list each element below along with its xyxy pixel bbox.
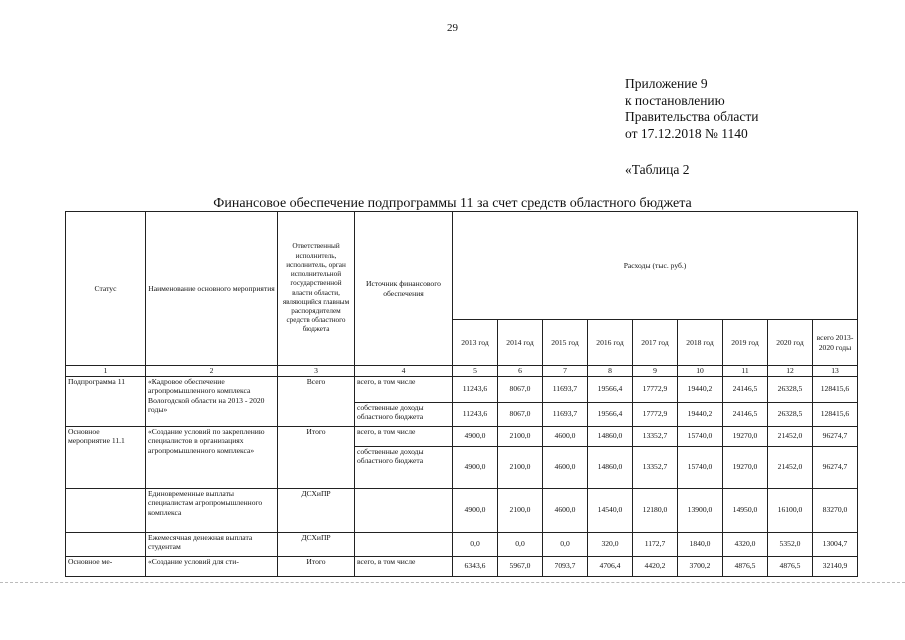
- value-cell: 4900,0: [453, 446, 498, 488]
- value-cell: 12180,0: [633, 488, 678, 532]
- table-row: [66, 426, 858, 446]
- value-cell: 3700,2: [678, 556, 723, 576]
- header-year: 2020 год: [768, 320, 813, 366]
- value-cell: 7093,7: [543, 556, 588, 576]
- value-cell: 17772,9: [633, 402, 678, 426]
- value-cell: 4706,4: [588, 556, 633, 576]
- row-status: Основное ме-: [66, 556, 146, 576]
- value-cell: 21452,0: [768, 426, 813, 446]
- value-cell: 4876,5: [768, 556, 813, 576]
- value-cell: 13352,7: [633, 426, 678, 446]
- value-cell: 13352,7: [633, 446, 678, 488]
- header-year: 2014 год: [498, 320, 543, 366]
- value-cell: 15740,0: [678, 426, 723, 446]
- row-name: «Создание условий по закреплению специалистов в организациях агропромышленного комплекса»: [146, 426, 278, 488]
- row-source: всего, в том числе: [355, 556, 453, 576]
- value-cell: 4876,5: [723, 556, 768, 576]
- row-executor: ДСХиПР: [278, 488, 355, 532]
- header-name: Наименование основного мероприятия: [146, 212, 278, 366]
- header-year: 2019 год: [723, 320, 768, 366]
- value-cell: 13004,7: [813, 532, 858, 556]
- value-cell: 2100,0: [498, 488, 543, 532]
- value-cell: 1172,7: [633, 532, 678, 556]
- value-cell: 14860,0: [588, 426, 633, 446]
- value-cell: 4420,2: [633, 556, 678, 576]
- col-number: 5: [453, 366, 498, 377]
- header-status: Статус: [66, 212, 146, 366]
- col-number: 10: [678, 366, 723, 377]
- row-source: [355, 532, 453, 556]
- row-name: «Кадровое обеспечение агропромышленного комплекса Вологодской области на 2013 - 2020 годы»: [146, 376, 278, 426]
- header-year: 2013 год: [453, 320, 498, 366]
- value-cell: 19566,4: [588, 376, 633, 402]
- value-cell: 11693,7: [543, 402, 588, 426]
- value-cell: 320,0: [588, 532, 633, 556]
- value-cell: 21452,0: [768, 446, 813, 488]
- value-cell: 8067,0: [498, 402, 543, 426]
- table-row: [66, 532, 858, 556]
- value-cell: 0,0: [543, 532, 588, 556]
- value-cell: 4600,0: [543, 488, 588, 532]
- header-year: 2016 год: [588, 320, 633, 366]
- row-status: [66, 488, 146, 532]
- value-cell: 5967,0: [498, 556, 543, 576]
- row-source: всего, в том числе: [355, 426, 453, 446]
- row-source: собственные доходы областного бюджета: [355, 446, 453, 488]
- value-cell: 4900,0: [453, 488, 498, 532]
- appendix-block: [625, 76, 758, 142]
- row-status: [66, 532, 146, 556]
- value-cell: 11243,6: [453, 402, 498, 426]
- value-cell: 19440,2: [678, 402, 723, 426]
- col-number: 3: [278, 366, 355, 377]
- row-name: «Создание условий для сти-: [146, 556, 278, 576]
- appendix-line-4: от 17.12.2018 № 1140: [625, 125, 748, 141]
- table-row: [66, 376, 858, 402]
- finance-table: [65, 211, 858, 577]
- header-year: 2017 год: [633, 320, 678, 366]
- row-executor: Итого: [278, 426, 355, 488]
- document-title: Финансовое обеспечение подпрограммы 11 за счет средств областного бюджета: [213, 196, 692, 211]
- row-executor: Всего: [278, 376, 355, 426]
- header-year-total: всего 2013-2020 годы: [813, 320, 858, 366]
- row-name: Ежемесячная денежная выплата студентам: [146, 532, 278, 556]
- value-cell: 24146,5: [723, 402, 768, 426]
- value-cell: 4600,0: [543, 446, 588, 488]
- col-number: 4: [355, 366, 453, 377]
- value-cell: 1840,0: [678, 532, 723, 556]
- appendix-line-2: к постановлению: [625, 92, 725, 108]
- value-cell: 32140,9: [813, 556, 858, 576]
- table-row: [66, 556, 858, 576]
- col-number: 2: [146, 366, 278, 377]
- value-cell: 128415,6: [813, 376, 858, 402]
- value-cell: 128415,6: [813, 402, 858, 426]
- value-cell: 8067,0: [498, 376, 543, 402]
- row-status: Подпрограмма 11: [66, 376, 146, 426]
- row-status: Основное мероприятие 11.1: [66, 426, 146, 488]
- row-source: всего, в том числе: [355, 376, 453, 402]
- value-cell: 16100,0: [768, 488, 813, 532]
- value-cell: 96274,7: [813, 426, 858, 446]
- page-number: 29: [447, 22, 458, 34]
- value-cell: 24146,5: [723, 376, 768, 402]
- value-cell: 4600,0: [543, 426, 588, 446]
- value-cell: 0,0: [453, 532, 498, 556]
- col-number: 1: [66, 366, 146, 377]
- value-cell: 0,0: [498, 532, 543, 556]
- header-year: 2018 год: [678, 320, 723, 366]
- row-executor: Итого: [278, 556, 355, 576]
- value-cell: 13900,0: [678, 488, 723, 532]
- col-number: 13: [813, 366, 858, 377]
- value-cell: 26328,5: [768, 376, 813, 402]
- value-cell: 4900,0: [453, 426, 498, 446]
- value-cell: 96274,7: [813, 446, 858, 488]
- value-cell: 14540,0: [588, 488, 633, 532]
- value-cell: 14860,0: [588, 446, 633, 488]
- page-edge-line: [0, 582, 905, 583]
- value-cell: 11243,6: [453, 376, 498, 402]
- col-number: 9: [633, 366, 678, 377]
- value-cell: 19440,2: [678, 376, 723, 402]
- value-cell: 19270,0: [723, 426, 768, 446]
- col-number: 12: [768, 366, 813, 377]
- col-number: 8: [588, 366, 633, 377]
- table-row: [66, 488, 858, 532]
- appendix-line-3: Правительства области: [625, 109, 759, 124]
- col-number: 6: [498, 366, 543, 377]
- row-executor: ДСХиПР: [278, 532, 355, 556]
- value-cell: 19270,0: [723, 446, 768, 488]
- table-label: «Таблица 2: [625, 162, 690, 177]
- value-cell: 2100,0: [498, 426, 543, 446]
- value-cell: 5352,0: [768, 532, 813, 556]
- row-source: собственные доходы областного бюджета: [355, 402, 453, 426]
- value-cell: 19566,4: [588, 402, 633, 426]
- value-cell: 4320,0: [723, 532, 768, 556]
- appendix-line-1: Приложение 9: [625, 76, 708, 91]
- value-cell: 2100,0: [498, 446, 543, 488]
- value-cell: 83270,0: [813, 488, 858, 532]
- value-cell: 6343,6: [453, 556, 498, 576]
- value-cell: 14950,0: [723, 488, 768, 532]
- header-source: Источник финансового обеспечения: [355, 212, 453, 366]
- col-number: 7: [543, 366, 588, 377]
- col-number: 11: [723, 366, 768, 377]
- value-cell: 26328,5: [768, 402, 813, 426]
- header-year: 2015 год: [543, 320, 588, 366]
- value-cell: 11693,7: [543, 376, 588, 402]
- value-cell: 15740,0: [678, 446, 723, 488]
- header-executor: Ответственный исполнитель, исполнитель, орган исполнительной государственной власти области, являющийся главным распорядителем средств областного бюджета: [278, 212, 355, 366]
- row-source: [355, 488, 453, 532]
- header-expenses: Расходы (тыс. руб.): [453, 212, 858, 320]
- value-cell: 17772,9: [633, 376, 678, 402]
- row-name: Единовременные выплаты специалистам агропромышленного комплекса: [146, 488, 278, 532]
